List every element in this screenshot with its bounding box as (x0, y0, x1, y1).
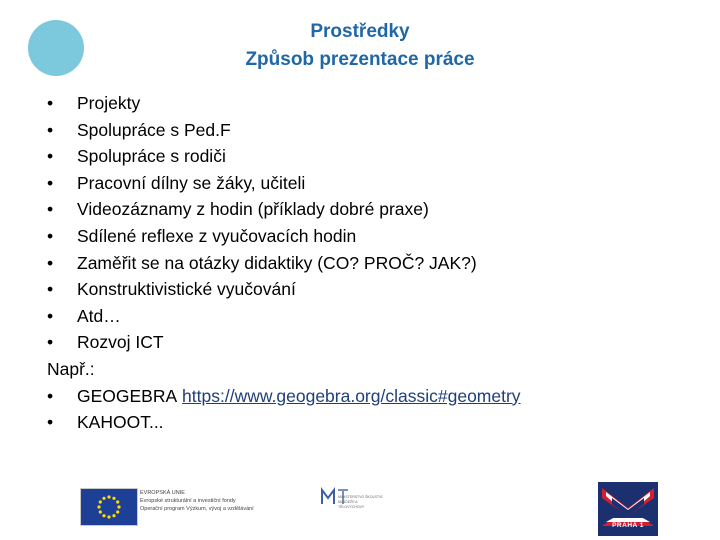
geogebra-link[interactable]: https://www.geogebra.org/classic#geometry (182, 385, 521, 406)
example-label: Např.: (47, 358, 95, 379)
example-name: GEOGEBRA (77, 385, 178, 406)
list-item-text: Atd… (77, 305, 121, 326)
list-item-text: Rozvoj ICT (77, 332, 164, 353)
list-item-text: Videozáznamy z hodin (příklady dobré praxe) (77, 199, 429, 220)
list-item (47, 117, 687, 144)
list-item-text: Spolupráce s Ped.F (77, 119, 231, 140)
example-item-kahoot (47, 409, 687, 436)
bullet: • (47, 225, 54, 246)
eu-caption (140, 489, 290, 513)
bullet: • (47, 93, 54, 113)
bullet: • (47, 305, 54, 326)
bullet: • (47, 146, 54, 167)
bullet: • (47, 172, 54, 193)
list-item (47, 276, 687, 303)
eu-flag-icon (80, 488, 138, 526)
list-item-text: Zaměřit se na otázky didaktiky (CO? PROČ? JAK?) (77, 252, 477, 273)
example-item-geogebra (47, 383, 687, 410)
page-title: Prostředky (310, 21, 410, 42)
praha-label: PRAHA 1 (612, 522, 644, 529)
bullet: • (47, 199, 54, 220)
list-item-text: Projekty (77, 93, 141, 113)
eu-caption-line: Operační program Výzkum, vývoj a vzdělávání (140, 506, 254, 512)
bullet: • (47, 279, 54, 300)
content-list (47, 90, 687, 436)
eu-caption-line: EVROPSKÁ UNIE (140, 490, 185, 496)
list-item (47, 223, 687, 250)
list-item-text: Pracovní dílny se žáky, učiteli (77, 172, 306, 193)
list-item (47, 196, 687, 223)
page-subtitle: Způsob prezentace práce (245, 49, 475, 70)
bullet: • (47, 252, 54, 273)
example-name: KAHOOT... (77, 412, 164, 433)
list-item-text: Sdílené reflexe z vyučovacích hodin (77, 225, 357, 246)
list-item-text: Spolupráce s rodiči (77, 146, 226, 167)
bullet: • (47, 385, 54, 406)
eu-caption-line: Evropské strukturální a investiční fondy (140, 498, 236, 504)
list-item (47, 143, 687, 170)
list-item (47, 90, 687, 117)
bullet: • (47, 412, 54, 433)
list-item (47, 303, 687, 330)
bullet: • (47, 119, 54, 140)
msmt-caption: MINISTERSTVO ŠKOLSTVÍ, MLÁDEŽE A TĚLOVÝCHOVY (338, 495, 384, 509)
list-item (47, 329, 687, 356)
decorative-circle (28, 20, 84, 76)
list-item (47, 250, 687, 277)
bullet: • (47, 332, 54, 353)
list-item-text: Konstruktivistické vyučování (77, 279, 296, 300)
eu-stars-icon (81, 489, 137, 525)
list-item (47, 170, 687, 197)
footer-logos (0, 478, 720, 540)
